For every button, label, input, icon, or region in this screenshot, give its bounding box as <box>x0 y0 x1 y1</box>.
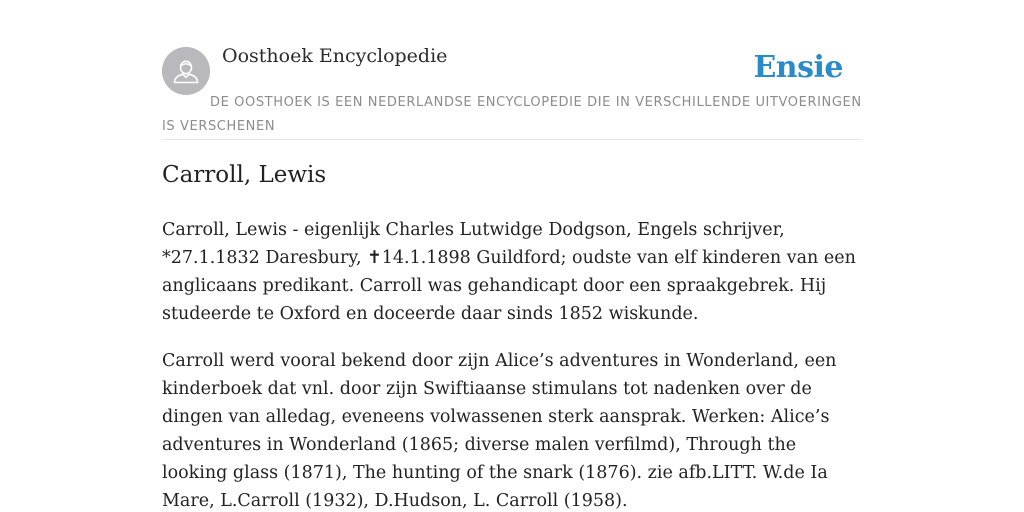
source-header <box>162 40 862 140</box>
article-body <box>162 216 862 512</box>
article-title: Carroll, Lewis <box>162 162 327 188</box>
source-description: DE OOSTHOEK IS EEN NEDERLANDSE ENCYCLOPEDIE DIE IN VERSCHILLENDE UITVOERINGEN IS VERSCHENEN <box>162 95 862 134</box>
article-paragraph: Carroll, Lewis - eigenlijk Charles Lutwidge Dodgson, Engels schrijver, *27.1.1832 Daresbury, ✝14.1.1898 Guildford; oudste van elf kinderen van een anglicaans predikant. Carroll was gehandicapt door een spraakgebrek. Hij studeerde te Oxford en doceerde daar sinds 1852 wiskunde. <box>162 220 856 324</box>
brand-logo[interactable]: Ensie <box>753 50 843 85</box>
user-icon[interactable] <box>162 47 210 95</box>
article-paragraph: Carroll werd vooral bekend door zijn Alice’s adventures in Wonderland, een kinderboek dat vnl. door zijn Swiftiaanse stimulans tot nadenken over de dingen van alledag, eveneens volwassenen sterk aansprak. Werken: Alice’s adventures in Wonderland (1865; diverse malen verfilmd), Through the looking glass (1871), The hunting of the snark (1876). zie afb.LITT. W.de Ia Mare, L.Carroll (1932), D.Hudson, L. Carroll (1958). <box>162 351 837 511</box>
source-title-link[interactable]: Oosthoek Encyclopedie <box>222 45 448 67</box>
